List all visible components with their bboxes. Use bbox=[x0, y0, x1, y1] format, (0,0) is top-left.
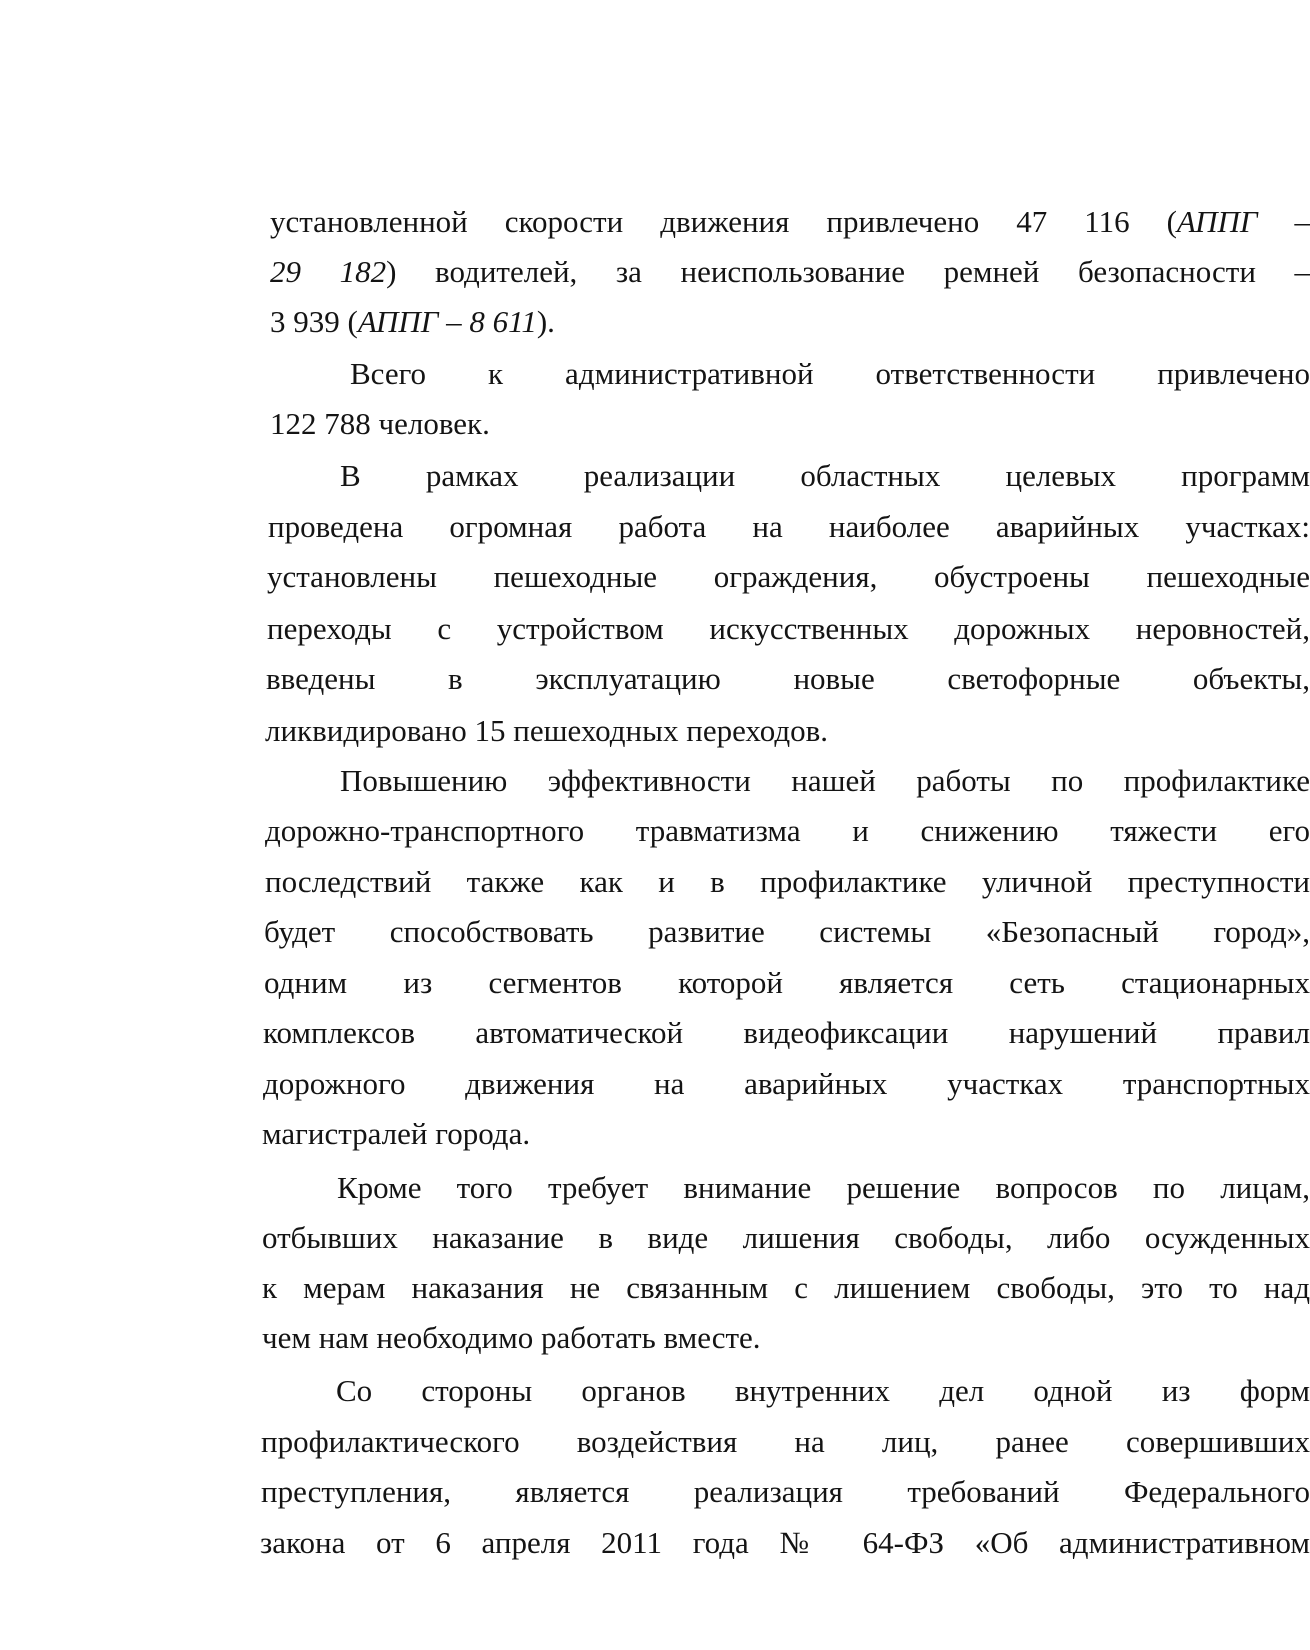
text-line bbox=[336, 1373, 1310, 1411]
text-line bbox=[340, 763, 1310, 801]
italic-text: АППГ – 8 611 bbox=[357, 304, 537, 339]
text-line bbox=[262, 1320, 761, 1356]
text-line bbox=[263, 1015, 1310, 1053]
text-segment: отбывших наказание в виде лишения свободы, либо осужденных bbox=[262, 1220, 1310, 1255]
text-line bbox=[260, 1525, 1310, 1563]
text-segment: одним из сегментов которой является сеть стационарных bbox=[264, 965, 1310, 1000]
text-line bbox=[268, 509, 1310, 547]
text-segment: профилактического воздействия на лиц, ранее совершивших bbox=[261, 1424, 1310, 1459]
text-segment: 122 788 человек. bbox=[270, 406, 490, 441]
text-segment: проведена огромная работа на наиболее аварийных участках: bbox=[268, 509, 1310, 544]
text-line bbox=[263, 1066, 1310, 1104]
text-segment: ) водителей, за неиспользование ремней безопасности – bbox=[386, 254, 1310, 289]
text-segment: Повышению эффективности нашей работы по профилактике bbox=[340, 763, 1310, 798]
text-line bbox=[262, 1270, 1310, 1308]
text-segment: ). bbox=[536, 304, 555, 339]
text-line bbox=[262, 1220, 1310, 1258]
text-line bbox=[267, 611, 1310, 649]
text-line bbox=[261, 1474, 1310, 1512]
text-segment: введены в эксплуатацию новые светофорные объекты, bbox=[266, 661, 1310, 696]
text-line bbox=[270, 204, 1310, 242]
text-line bbox=[340, 458, 1310, 496]
text-segment: последствий также как и в профилактике уличной преступности bbox=[265, 864, 1310, 899]
text-line bbox=[265, 864, 1310, 902]
text-segment: В рамках реализации областных целевых программ bbox=[340, 458, 1310, 493]
text-segment: Кроме того требует внимание решение вопросов по лицам, bbox=[337, 1170, 1310, 1205]
text-line bbox=[270, 254, 1310, 292]
text-segment: 3 939 ( bbox=[270, 304, 358, 339]
text-segment: Всего к административной ответственности привлечено bbox=[350, 356, 1310, 391]
text-line bbox=[270, 304, 555, 340]
text-segment: будет способствовать развитие системы «Безопасный город», bbox=[264, 914, 1310, 949]
text-segment: преступления, является реализация требований Федерального bbox=[261, 1474, 1310, 1509]
text-line bbox=[264, 965, 1310, 1003]
text-line bbox=[265, 713, 828, 749]
text-line bbox=[265, 813, 1310, 851]
text-segment: чем нам необходимо работать вместе. bbox=[262, 1320, 761, 1355]
text-segment: переходы с устройством искусственных дорожных неровностей, bbox=[267, 611, 1310, 646]
text-line bbox=[262, 1116, 530, 1152]
text-line bbox=[350, 356, 1310, 394]
text-line bbox=[337, 1170, 1310, 1208]
text-line bbox=[270, 406, 490, 442]
text-segment: дорожного движения на аварийных участках транспортных bbox=[263, 1066, 1310, 1101]
text-segment: дорожно-транспортного травматизма и снижению тяжести его bbox=[265, 813, 1310, 848]
text-segment: закона от 6 апреля 2011 года № 64-ФЗ «Об административном bbox=[260, 1525, 1310, 1560]
text-segment: установленной скорости движения привлечено 47 116 ( bbox=[270, 204, 1177, 239]
text-line bbox=[266, 661, 1310, 699]
text-line bbox=[261, 1424, 1310, 1462]
text-segment: ликвидировано 15 пешеходных переходов. bbox=[265, 713, 829, 748]
text-line bbox=[267, 559, 1310, 597]
text-segment: магистралей города. bbox=[262, 1116, 531, 1151]
text-line bbox=[264, 914, 1310, 952]
text-segment: комплексов автоматической видеофиксации нарушений правил bbox=[263, 1015, 1310, 1050]
text-segment: установлены пешеходные ограждения, обустроены пешеходные bbox=[267, 559, 1310, 594]
italic-text: АППГ – bbox=[1176, 204, 1310, 239]
text-segment: к мерам наказания не связанным с лишением свободы, это то над bbox=[262, 1270, 1310, 1305]
text-segment: Со стороны органов внутренних дел одной из форм bbox=[336, 1373, 1310, 1408]
italic-text: 29 182 bbox=[270, 254, 387, 289]
